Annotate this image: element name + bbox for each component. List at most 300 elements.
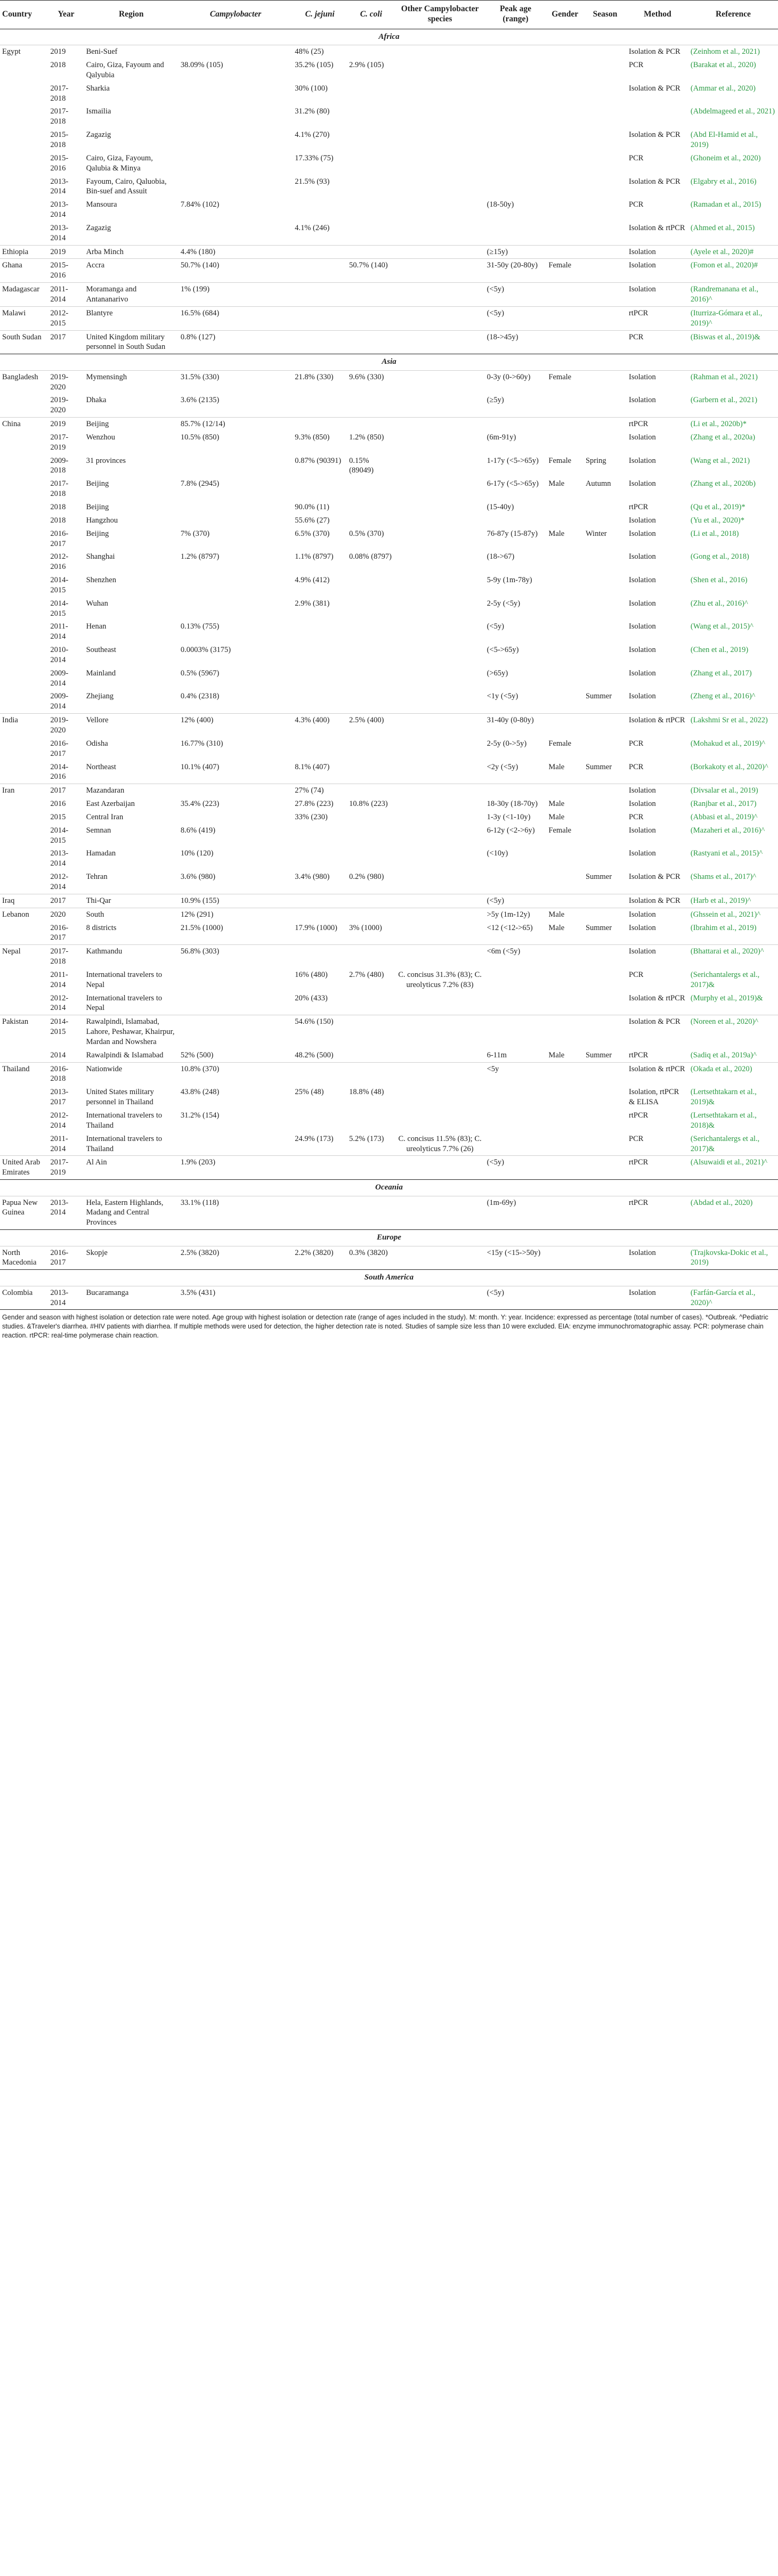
cell-campylobacter: [179, 968, 293, 992]
table-row: [0, 45, 778, 59]
cell-other-species: [395, 847, 485, 870]
cell-region: Mansoura: [86, 200, 117, 209]
cell-c-coli: [347, 811, 395, 824]
cell-other-species: [395, 59, 485, 82]
cell-year: 2014-2015: [48, 1015, 84, 1049]
cell-other-species: [395, 222, 485, 245]
cell-year: 2013-2014: [50, 849, 69, 868]
cell-country: China: [0, 418, 48, 431]
group-row: [0, 1270, 778, 1286]
cell-campylobacter: [179, 222, 293, 245]
cell-campylobacter: 31.5% (330): [180, 372, 220, 381]
cell-other-species: [395, 82, 485, 105]
cell-method: Isolation & rtPCR: [627, 1062, 688, 1086]
cell-campylobacter: [179, 992, 293, 1015]
cell-region: Odisha: [86, 739, 108, 748]
cell-year: 2009-2018: [50, 456, 69, 475]
cell-reference: (Ranjbar et al., 2017): [690, 800, 757, 809]
cell-method: Isolation: [629, 599, 656, 608]
cell-other-species: [395, 259, 485, 283]
cell-peak-age: (>65y): [487, 669, 508, 678]
cell-country: Madagascar: [0, 283, 48, 307]
cell-other-species: [395, 784, 485, 797]
cell-c-jejuni: [293, 690, 347, 713]
header-reference: Reference: [688, 1, 778, 29]
cell-reference: (Chen et al., 2019): [690, 646, 749, 655]
cell-season: Winter: [585, 529, 607, 538]
cell-other-species: [395, 454, 485, 478]
cell-c-coli: [347, 784, 395, 797]
cell-other-species: [395, 330, 485, 354]
cell-other-species: [395, 418, 485, 431]
cell-region: Accra: [84, 259, 179, 283]
cell-campylobacter: 1.9% (203): [179, 1156, 293, 1180]
cell-other-species: [395, 501, 485, 514]
cell-season: [584, 1286, 627, 1310]
cell-c-coli: [347, 1049, 395, 1062]
cell-country: Thailand: [0, 1062, 48, 1086]
cell-method: Isolation & PCR: [629, 873, 680, 882]
cell-campylobacter: [179, 784, 293, 797]
cell-campylobacter: 12% (291): [179, 908, 293, 921]
cell-c-jejuni: 1.1% (8797): [295, 552, 334, 561]
cell-gender: [546, 283, 584, 307]
table-body: [0, 29, 778, 1310]
cell-region: Arba Minch: [84, 245, 179, 259]
cell-country: Lebanon: [0, 908, 48, 921]
cell-gender: Male: [548, 1050, 565, 1059]
cell-reference: (Rastyani et al., 2015)^: [690, 849, 763, 858]
cell-peak-age: [485, 128, 547, 152]
cell-season: [584, 152, 627, 175]
cell-gender: [546, 82, 584, 105]
cell-c-coli: [347, 152, 395, 175]
cell-peak-age: 2-5y (<5y): [487, 599, 521, 608]
cell-country: [0, 477, 48, 501]
cell-gender: [546, 1246, 584, 1270]
cell-season: [584, 105, 627, 128]
table-row: [0, 370, 778, 394]
cell-peak-age: (≥5y): [487, 396, 504, 405]
cell-region: United States military personnel in Thailand: [86, 1088, 154, 1107]
cell-reference: (Harb et al., 2019)^: [688, 894, 778, 908]
cell-method: Isolation & rtPCR: [629, 993, 685, 1002]
table-row: [0, 1286, 778, 1310]
cell-gender: [546, 945, 584, 968]
cell-c-jejuni: [293, 945, 347, 968]
cell-reference: (Shams et al., 2017)^: [690, 873, 757, 882]
cell-gender: Female: [546, 259, 584, 283]
cell-peak-age: <6m (<5y): [485, 945, 547, 968]
cell-peak-age: 6-12y (<2->6y): [487, 826, 535, 835]
cell-reference: (Abdad et al., 2020): [690, 1198, 753, 1207]
table-row: [0, 1049, 778, 1062]
header-campylobacter: Campylobacter: [179, 1, 293, 29]
cell-season: [584, 418, 627, 431]
cell-country: [0, 152, 48, 175]
cell-reference: (Li et al., 2018): [690, 529, 739, 538]
cell-peak-age: 6-17y (<5->65y): [487, 479, 539, 488]
cell-campylobacter: [179, 175, 293, 199]
cell-method: Isolation & rtPCR: [629, 223, 685, 232]
cell-c-jejuni: [293, 1062, 347, 1086]
cell-campylobacter: [179, 45, 293, 59]
cell-other-species: [395, 992, 485, 1015]
cell-season: [584, 431, 627, 454]
cell-campylobacter: 4.4% (180): [179, 245, 293, 259]
cell-reference: (Abdelmageed et al., 2021): [690, 107, 775, 116]
cell-season: [584, 784, 627, 797]
cell-method: Isolation & PCR: [629, 131, 680, 140]
cell-c-jejuni: 48% (25): [295, 47, 324, 56]
cell-c-coli: [347, 847, 395, 870]
cell-region: Fayoum, Cairo, Qaluobia, Bin-suef and Assuit: [86, 177, 167, 196]
cell-peak-age: 1-17y (<5->65y): [487, 456, 539, 465]
cell-season: [584, 1109, 627, 1132]
cell-gender: [546, 1015, 584, 1049]
cell-country: [0, 968, 48, 992]
cell-reference: (Ghoneim et al., 2020): [690, 153, 761, 162]
cell-gender: [546, 667, 584, 690]
group-label: Africa: [0, 29, 778, 45]
cell-country: [0, 690, 48, 713]
cell-year: 2009-2014: [50, 669, 69, 688]
cell-season: [584, 198, 627, 222]
cell-peak-age: (<5y): [485, 1286, 547, 1310]
cell-other-species: [395, 908, 485, 921]
cell-year: 2013-2014: [50, 200, 69, 219]
cell-year: 2013-2014: [48, 1286, 84, 1310]
cell-c-jejuni: 27% (74): [293, 784, 347, 797]
cell-region: International travelers to Thailand: [86, 1134, 163, 1153]
cell-campylobacter: 16.77% (310): [180, 739, 223, 748]
header-year: Year: [48, 1, 84, 29]
cell-reference: (Gong et al., 2018): [690, 552, 749, 561]
table-row: [0, 824, 778, 847]
cell-campylobacter: 31.2% (154): [180, 1111, 220, 1120]
cell-c-coli: [347, 894, 395, 908]
cell-year: 2014-2015: [50, 826, 69, 845]
cell-method: Isolation: [629, 372, 656, 381]
cell-other-species: [395, 797, 485, 811]
cell-region: Southeast: [86, 646, 116, 655]
group-label: South America: [0, 1270, 778, 1286]
cell-gender: [546, 870, 584, 894]
table-row: [0, 870, 778, 894]
cell-campylobacter: [179, 152, 293, 175]
cell-method: Isolation: [629, 622, 656, 631]
cell-c-coli: [347, 501, 395, 514]
cell-c-coli: [347, 824, 395, 847]
table-row: [0, 597, 778, 621]
cell-season: [584, 737, 627, 761]
cell-country: [0, 454, 48, 478]
cell-c-jejuni: 3.4% (980): [295, 873, 330, 882]
cell-c-coli: 0.08% (8797): [349, 552, 392, 561]
cell-other-species: [395, 514, 485, 527]
cell-other-species: [395, 894, 485, 908]
cell-method: [627, 105, 688, 128]
cell-gender: [546, 690, 584, 713]
cell-peak-age: (<5y): [485, 894, 547, 908]
cell-country: South Sudan: [0, 330, 48, 354]
cell-c-jejuni: 24.9% (173): [295, 1134, 334, 1143]
cell-year: 2017-2018: [50, 107, 69, 126]
cell-method: PCR: [629, 739, 644, 748]
cell-reference: (Qu et al., 2019)*: [690, 502, 745, 511]
cell-reference: (Mohakud et al., 2019)^: [690, 739, 765, 748]
cell-peak-age: [485, 1086, 547, 1109]
group-label: Oceania: [0, 1180, 778, 1196]
cell-c-coli: [347, 1196, 395, 1230]
cell-gender: [546, 222, 584, 245]
cell-c-jejuni: [293, 394, 347, 417]
cell-reference: (Ammar et al., 2020): [690, 84, 756, 93]
cell-gender: [546, 784, 584, 797]
cell-peak-age: <1y (<5y): [487, 692, 518, 701]
cell-method: PCR: [629, 812, 644, 821]
cell-season: [584, 175, 627, 199]
cell-campylobacter: 85.7% (12/14): [179, 418, 293, 431]
cell-c-coli: [347, 597, 395, 621]
cell-other-species: [395, 394, 485, 417]
cell-year: 2012-2014: [50, 1111, 69, 1130]
cell-c-jejuni: [293, 824, 347, 847]
cell-season: Spring: [585, 456, 606, 465]
cell-campylobacter: 1.2% (8797): [180, 552, 220, 561]
cell-method: Isolation: [627, 283, 688, 307]
cell-season: [584, 370, 627, 394]
cell-gender: [546, 597, 584, 621]
cell-other-species: [395, 370, 485, 394]
cell-peak-age: [485, 82, 547, 105]
header-gender: Gender: [546, 1, 584, 29]
cell-c-coli: [347, 82, 395, 105]
table-row: [0, 847, 778, 870]
cell-gender: [546, 330, 584, 354]
cell-season: [584, 330, 627, 354]
cell-region: Semnan: [86, 826, 111, 835]
cell-region: Bucaramanga: [84, 1286, 179, 1310]
cell-season: [584, 222, 627, 245]
cell-peak-age: (<10y): [487, 849, 508, 858]
cell-country: [0, 761, 48, 784]
cell-method: rtPCR: [627, 418, 688, 431]
cell-country: [0, 105, 48, 128]
cell-c-jejuni: 20% (433): [295, 993, 328, 1002]
cell-year: 2019: [48, 245, 84, 259]
cell-gender: Male: [548, 923, 565, 932]
cell-season: [584, 128, 627, 152]
table-row: [0, 784, 778, 797]
table-row: [0, 620, 778, 643]
cell-c-jejuni: [293, 418, 347, 431]
cell-region: Rawalpindi & Islamabad: [86, 1050, 164, 1059]
cell-campylobacter: 56.8% (303): [179, 945, 293, 968]
cell-country: [0, 431, 48, 454]
cell-c-coli: 2.9% (105): [349, 61, 384, 70]
cell-c-coli: 5.2% (173): [349, 1134, 384, 1143]
cell-c-jejuni: 25% (48): [295, 1088, 324, 1097]
table-row: [0, 175, 778, 199]
cell-c-jejuni: [293, 667, 347, 690]
cell-reference: (Wang et al., 2021): [690, 456, 750, 465]
cell-c-jejuni: 54.6% (150): [293, 1015, 347, 1049]
cell-campylobacter: [179, 128, 293, 152]
cell-other-species: [395, 1196, 485, 1230]
cell-reference: (Zhang et al., 2017): [690, 669, 752, 678]
cell-region: United Kingdom military personnel in South Sudan: [84, 330, 179, 354]
cell-campylobacter: [179, 1132, 293, 1156]
cell-campylobacter: 3.6% (2135): [180, 396, 220, 405]
table-row: [0, 128, 778, 152]
cell-season: Summer: [585, 762, 612, 771]
table-row: [0, 501, 778, 514]
cell-region: Northeast: [86, 762, 116, 771]
cell-region: Kathmandu: [84, 945, 179, 968]
cell-campylobacter: [179, 597, 293, 621]
cell-season: [584, 59, 627, 82]
cell-region: Dhaka: [86, 396, 107, 405]
cell-gender: Male: [548, 762, 565, 771]
cell-method: Isolation: [629, 529, 656, 538]
cell-reference: (Noreen et al., 2020)^: [688, 1015, 778, 1049]
cell-method: Isolation: [629, 669, 656, 678]
cell-peak-age: (<5y): [485, 283, 547, 307]
cell-method: rtPCR: [627, 306, 688, 330]
cell-campylobacter: 2.5% (3820): [180, 1248, 220, 1257]
cell-season: [584, 945, 627, 968]
table-row: [0, 1196, 778, 1230]
cell-c-jejuni: [293, 643, 347, 667]
cell-other-species: [395, 1086, 485, 1109]
cell-year: 2013-2017: [50, 1088, 69, 1107]
cell-c-jejuni: 35.2% (105): [295, 61, 334, 70]
table-row: [0, 797, 778, 811]
cell-season: [584, 968, 627, 992]
cell-reference: (Zheng et al., 2016)^: [690, 692, 756, 701]
cell-gender: [546, 152, 584, 175]
cell-method: Isolation: [629, 552, 656, 561]
cell-season: [584, 245, 627, 259]
cell-reference: (Farfán-García et al., 2020)^: [688, 1286, 778, 1310]
cell-season: [584, 283, 627, 307]
cell-campylobacter: [179, 105, 293, 128]
cell-year: 2015-2018: [50, 131, 69, 149]
cell-peak-age: (<5y): [485, 306, 547, 330]
cell-region: 31 provinces: [86, 456, 126, 465]
cell-c-coli: 2.7% (480): [349, 970, 384, 979]
table-row: [0, 152, 778, 175]
cell-year: 2017-2018: [48, 945, 84, 968]
table-row: [0, 992, 778, 1015]
cell-campylobacter: 38.09% (105): [180, 61, 223, 70]
cell-other-species: [395, 1156, 485, 1180]
cell-region: Wuhan: [86, 599, 108, 608]
cell-c-coli: [347, 908, 395, 921]
cell-c-coli: [347, 1156, 395, 1180]
cell-c-coli: [347, 992, 395, 1015]
cell-year: 2011-2014: [50, 622, 68, 641]
cell-country: [0, 527, 48, 551]
cell-other-species: [395, 550, 485, 574]
cell-peak-age: [485, 992, 547, 1015]
cell-method: PCR: [629, 762, 644, 771]
cell-year: 2013-2014: [50, 1198, 69, 1217]
cell-c-jejuni: 31.2% (80): [295, 107, 330, 116]
cell-region: Vellore: [84, 714, 179, 737]
cell-campylobacter: 21.5% (1000): [180, 923, 223, 932]
cell-c-coli: [347, 514, 395, 527]
cell-peak-age: >5y (1m-12y): [485, 908, 547, 921]
cell-region: Beijing: [86, 479, 109, 488]
cell-reference: (Ramadan et al., 2015): [690, 200, 761, 209]
cell-method: rtPCR: [629, 1050, 649, 1059]
cell-country: United Arab Emirates: [0, 1156, 48, 1180]
cell-campylobacter: [179, 1015, 293, 1049]
cell-peak-age: <12 (<12->65): [487, 923, 533, 932]
cell-c-jejuni: [293, 477, 347, 501]
cell-method: Isolation: [627, 908, 688, 921]
cell-reference: (Wang et al., 2015)^: [690, 622, 753, 631]
header-country: Country: [0, 1, 48, 29]
cell-season: [584, 550, 627, 574]
table-row: [0, 59, 778, 82]
cell-other-species: [395, 283, 485, 307]
cell-gender: Male: [548, 479, 565, 488]
cell-campylobacter: 35.4% (223): [180, 800, 220, 809]
cell-season: [584, 597, 627, 621]
cell-gender: [546, 574, 584, 597]
cell-season: [584, 306, 627, 330]
cell-year: 2017-2018: [50, 84, 69, 103]
cell-gender: [546, 128, 584, 152]
cell-method: Isolation: [629, 456, 656, 465]
cell-country: [0, 514, 48, 527]
cell-c-coli: 50.7% (140): [347, 259, 395, 283]
cell-season: [584, 1246, 627, 1270]
cell-year: 2017-2018: [50, 479, 69, 499]
cell-c-coli: [347, 620, 395, 643]
cell-region: International travelers to Thailand: [86, 1111, 163, 1130]
cell-reference: (Ahmed et al., 2015): [690, 223, 755, 232]
cell-year: 2017-2019: [50, 433, 69, 452]
cell-campylobacter: 12% (400): [179, 714, 293, 737]
cell-peak-age: (1m-69y): [487, 1198, 516, 1207]
cell-year: 2016: [50, 800, 66, 809]
cell-campylobacter: 0.8% (127): [179, 330, 293, 354]
cell-gender: [546, 1156, 584, 1180]
cell-year: 2019: [48, 418, 84, 431]
cell-season: [584, 394, 627, 417]
cell-c-jejuni: [293, 245, 347, 259]
cell-reference: (Lertsethtakarn et al., 2018)&: [690, 1111, 757, 1130]
table-row: [0, 690, 778, 713]
cell-campylobacter: 0.5% (5967): [180, 669, 220, 678]
cell-region: Zagazig: [86, 223, 111, 232]
cell-gender: [546, 306, 584, 330]
cell-gender: Male: [546, 908, 584, 921]
cell-gender: Female: [548, 826, 572, 835]
cell-reference: (Lertsethtakarn et al., 2019)&: [690, 1088, 757, 1107]
cell-method: Isolation & PCR: [629, 84, 680, 93]
cell-campylobacter: 3.5% (431): [179, 1286, 293, 1310]
cell-year: 2018: [50, 502, 66, 511]
cell-c-jejuni: 4.9% (412): [295, 576, 330, 585]
cell-c-jejuni: 4.1% (270): [295, 131, 330, 140]
cell-reference: (Murphy et al., 2019)&: [690, 993, 763, 1002]
cell-gender: [546, 847, 584, 870]
